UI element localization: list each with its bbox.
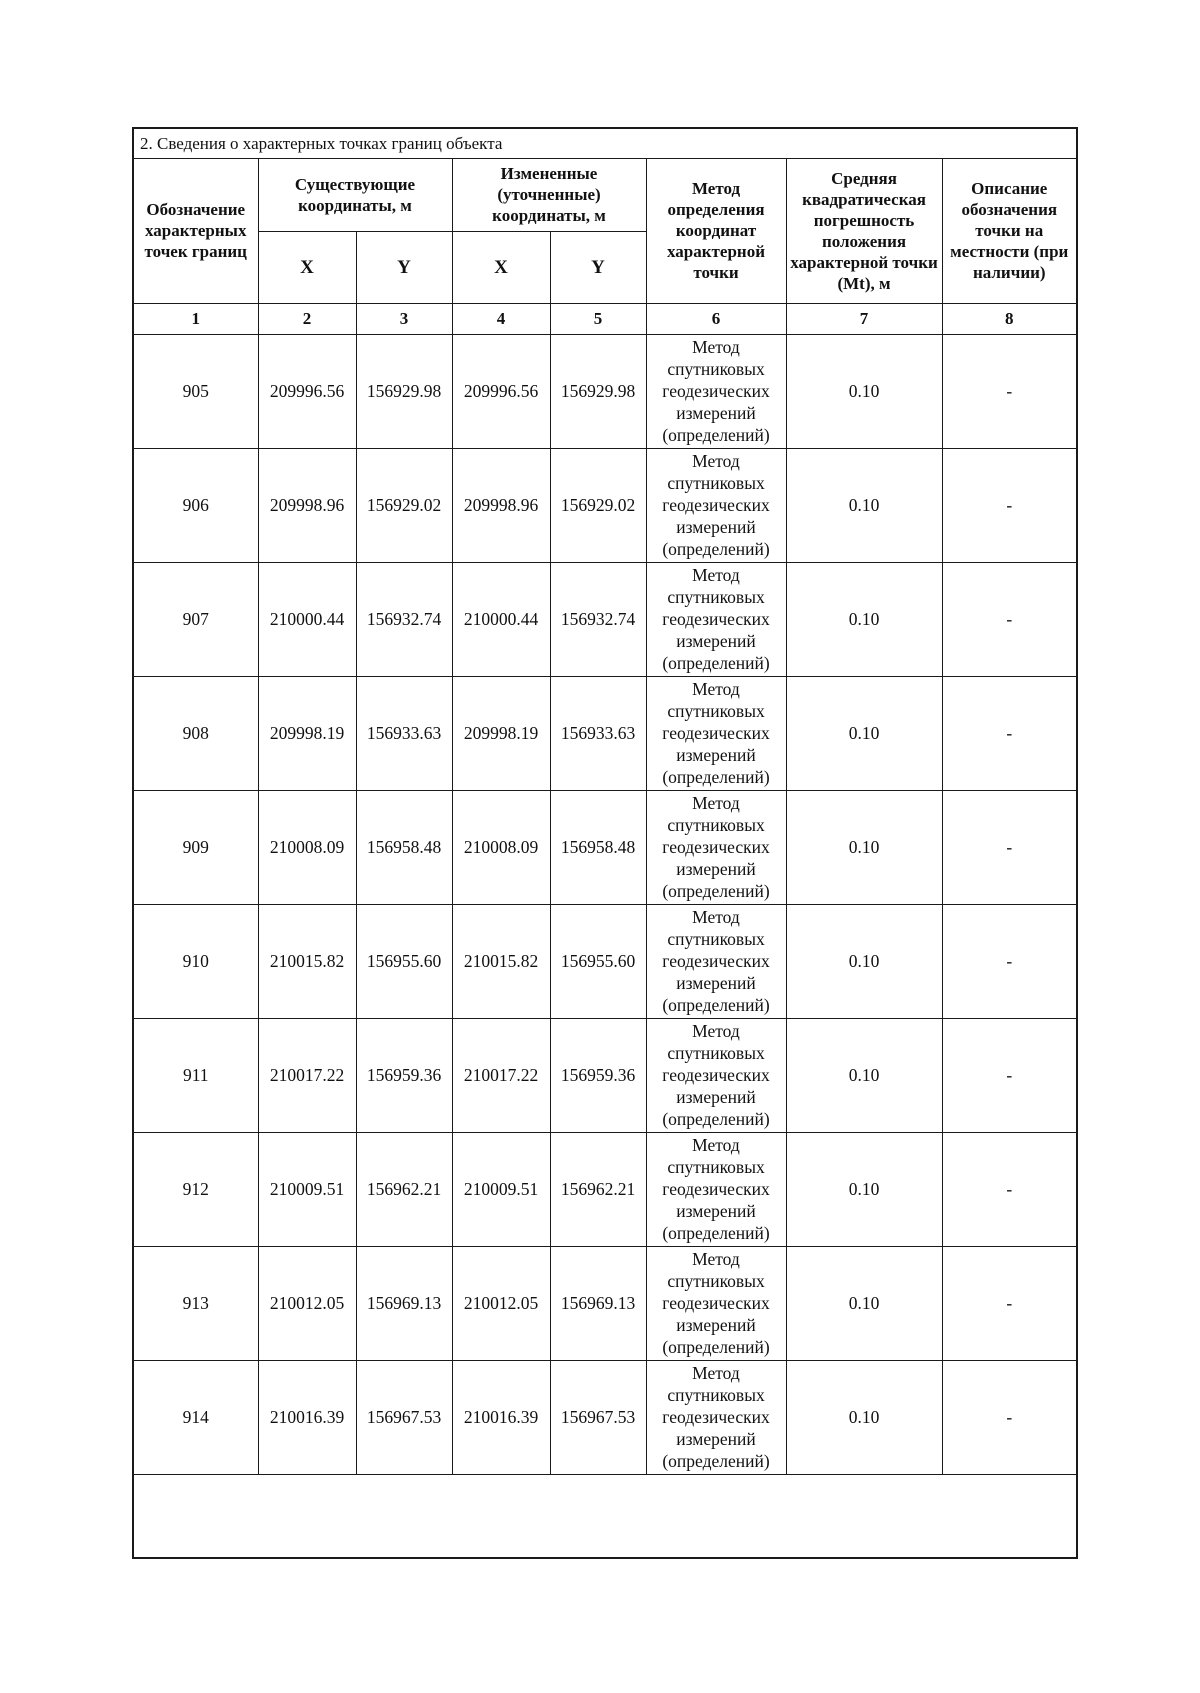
method-line: измерений: [676, 745, 756, 765]
cell-existing-x: 210000.44: [258, 562, 356, 676]
method-line: геодезических: [662, 951, 770, 971]
method-line: геодезических: [662, 837, 770, 857]
header-changed-x: X: [452, 231, 550, 303]
method-line: спутниковых: [667, 473, 765, 493]
cell-mean-square-error: 0.10: [786, 1246, 942, 1360]
column-number: 3: [356, 303, 452, 334]
cell-existing-x: 210008.09: [258, 790, 356, 904]
method-line: Метод: [692, 793, 740, 813]
method-line: измерений: [676, 1087, 756, 1107]
cell-description: -: [942, 904, 1076, 1018]
cell-mean-square-error: 0.10: [786, 1132, 942, 1246]
cell-existing-x: 210009.51: [258, 1132, 356, 1246]
table-row: [134, 904, 1076, 1018]
cell-method: [646, 790, 786, 904]
method-line: спутниковых: [667, 359, 765, 379]
method-line: (определений): [662, 1109, 770, 1129]
cell-existing-y: 156959.36: [356, 1018, 452, 1132]
method-line: (определений): [662, 881, 770, 901]
method-line: Метод: [692, 679, 740, 699]
header-method: Метод определения координат характерной точки: [646, 159, 786, 303]
cell-description: -: [942, 1132, 1076, 1246]
method-line: спутниковых: [667, 701, 765, 721]
cell-method: [646, 1360, 786, 1474]
method-line: геодезических: [662, 1407, 770, 1427]
cell-changed-y: 156958.48: [550, 790, 646, 904]
method-line: Метод: [692, 1021, 740, 1041]
cell-changed-y: 156967.53: [550, 1360, 646, 1474]
cell-point-number: 908: [134, 676, 258, 790]
method-line: спутниковых: [667, 1385, 765, 1405]
cell-mean-square-error: 0.10: [786, 334, 942, 448]
method-line: спутниковых: [667, 587, 765, 607]
cell-existing-x: 210016.39: [258, 1360, 356, 1474]
method-line: (определений): [662, 1223, 770, 1243]
method-line: измерений: [676, 631, 756, 651]
cell-changed-y: 156933.63: [550, 676, 646, 790]
section-title: 2. Сведения о характерных точках границ объекта: [134, 129, 1076, 159]
cell-mean-square-error: 0.10: [786, 904, 942, 1018]
header-changed-y: Y: [550, 231, 646, 303]
method-line: Метод: [692, 1135, 740, 1155]
cell-mean-square-error: 0.10: [786, 448, 942, 562]
table-row: [134, 448, 1076, 562]
method-line: спутниковых: [667, 1043, 765, 1063]
method-line: (определений): [662, 767, 770, 787]
method-line: геодезических: [662, 723, 770, 743]
cell-changed-y: 156962.21: [550, 1132, 646, 1246]
cell-existing-x: 210015.82: [258, 904, 356, 1018]
method-line: Метод: [692, 907, 740, 927]
cell-method: [646, 904, 786, 1018]
cell-mean-square-error: 0.10: [786, 1018, 942, 1132]
method-line: измерений: [676, 403, 756, 423]
cell-point-number: 914: [134, 1360, 258, 1474]
method-line: измерений: [676, 859, 756, 879]
cell-changed-x: 209996.56: [452, 334, 550, 448]
cell-point-number: 911: [134, 1018, 258, 1132]
boundary-points-table: [134, 159, 1076, 1533]
column-number: 7: [786, 303, 942, 334]
column-number: 1: [134, 303, 258, 334]
table-row: [134, 790, 1076, 904]
method-line: Метод: [692, 451, 740, 471]
cell-mean-square-error: 0.10: [786, 1360, 942, 1474]
method-line: измерений: [676, 1201, 756, 1221]
header-existing-x: X: [258, 231, 356, 303]
cell-changed-y: 156929.02: [550, 448, 646, 562]
method-line: (определений): [662, 539, 770, 559]
column-number: 5: [550, 303, 646, 334]
cell-existing-y: 156967.53: [356, 1360, 452, 1474]
method-line: Метод: [692, 1249, 740, 1269]
cell-existing-y: 156929.02: [356, 448, 452, 562]
cell-changed-y: 156955.60: [550, 904, 646, 1018]
cell-point-number: 905: [134, 334, 258, 448]
table-row: [134, 1360, 1076, 1474]
cell-changed-x: 210012.05: [452, 1246, 550, 1360]
cell-method: [646, 562, 786, 676]
column-number: 8: [942, 303, 1076, 334]
method-line: геодезических: [662, 1179, 770, 1199]
cell-point-number: 906: [134, 448, 258, 562]
header-existing-y: Y: [356, 231, 452, 303]
table-row: [134, 562, 1076, 676]
method-line: спутниковых: [667, 1271, 765, 1291]
document-frame: [132, 127, 1078, 1559]
method-line: (определений): [662, 1451, 770, 1471]
cell-method: [646, 448, 786, 562]
cell-existing-y: 156933.63: [356, 676, 452, 790]
header-mean-square-error: Средняя квадратическая погрешность положения характерной точки (Mt), м: [786, 159, 942, 303]
column-number: 2: [258, 303, 356, 334]
cell-existing-y: 156929.98: [356, 334, 452, 448]
method-line: (определений): [662, 1337, 770, 1357]
cell-description: -: [942, 1360, 1076, 1474]
header-description: Описание обозначения точки на местности (при наличии): [942, 159, 1076, 303]
cell-existing-x: 209998.19: [258, 676, 356, 790]
cell-changed-x: 210000.44: [452, 562, 550, 676]
cell-point-number: 913: [134, 1246, 258, 1360]
method-line: измерений: [676, 1429, 756, 1449]
method-line: геодезических: [662, 1065, 770, 1085]
cell-point-number: 910: [134, 904, 258, 1018]
cell-description: -: [942, 448, 1076, 562]
cell-changed-x: 209998.19: [452, 676, 550, 790]
method-line: (определений): [662, 425, 770, 445]
cell-method: [646, 334, 786, 448]
method-line: (определений): [662, 653, 770, 673]
cell-changed-y: 156929.98: [550, 334, 646, 448]
cell-changed-x: 210017.22: [452, 1018, 550, 1132]
header-point-designation: Обозначение характерных точек границ: [134, 159, 258, 303]
table-row: [134, 1246, 1076, 1360]
cell-mean-square-error: 0.10: [786, 676, 942, 790]
cell-method: [646, 1132, 786, 1246]
cell-existing-y: 156958.48: [356, 790, 452, 904]
cell-point-number: 912: [134, 1132, 258, 1246]
cell-description: -: [942, 562, 1076, 676]
header-existing-coordinates: Существующие координаты, м: [258, 159, 452, 231]
cell-existing-y: 156962.21: [356, 1132, 452, 1246]
cell-existing-x: 210017.22: [258, 1018, 356, 1132]
cell-existing-x: 209998.96: [258, 448, 356, 562]
method-line: геодезических: [662, 495, 770, 515]
method-line: измерений: [676, 1315, 756, 1335]
cell-existing-x: 210012.05: [258, 1246, 356, 1360]
cell-point-number: 907: [134, 562, 258, 676]
cell-changed-x: 210015.82: [452, 904, 550, 1018]
method-line: геодезических: [662, 381, 770, 401]
method-line: измерений: [676, 973, 756, 993]
table-row: [134, 1018, 1076, 1132]
cell-point-number: 909: [134, 790, 258, 904]
method-line: спутниковых: [667, 815, 765, 835]
cell-mean-square-error: 0.10: [786, 790, 942, 904]
method-line: спутниковых: [667, 929, 765, 949]
cell-changed-x: 210016.39: [452, 1360, 550, 1474]
cell-description: -: [942, 334, 1076, 448]
cell-method: [646, 1246, 786, 1360]
cell-changed-x: 210008.09: [452, 790, 550, 904]
empty-cell: [134, 1474, 1076, 1533]
cell-description: -: [942, 1246, 1076, 1360]
method-line: Метод: [692, 337, 740, 357]
cell-description: -: [942, 676, 1076, 790]
cell-description: -: [942, 1018, 1076, 1132]
cell-existing-y: 156955.60: [356, 904, 452, 1018]
column-number: 4: [452, 303, 550, 334]
column-numbers-row: [134, 303, 1076, 334]
method-line: спутниковых: [667, 1157, 765, 1177]
cell-existing-y: 156932.74: [356, 562, 452, 676]
cell-changed-y: 156932.74: [550, 562, 646, 676]
cell-mean-square-error: 0.10: [786, 562, 942, 676]
empty-row: [134, 1474, 1076, 1533]
cell-changed-y: 156969.13: [550, 1246, 646, 1360]
cell-existing-x: 209996.56: [258, 334, 356, 448]
table-row: [134, 1132, 1076, 1246]
column-number: 6: [646, 303, 786, 334]
cell-changed-x: 209998.96: [452, 448, 550, 562]
cell-changed-x: 210009.51: [452, 1132, 550, 1246]
method-line: Метод: [692, 1363, 740, 1383]
cell-existing-y: 156969.13: [356, 1246, 452, 1360]
method-line: геодезических: [662, 609, 770, 629]
cell-changed-y: 156959.36: [550, 1018, 646, 1132]
method-line: измерений: [676, 517, 756, 537]
method-line: геодезических: [662, 1293, 770, 1313]
table-row: [134, 676, 1076, 790]
cell-method: [646, 1018, 786, 1132]
header-changed-coordinates: Измененные (уточненные) координаты, м: [452, 159, 646, 231]
method-line: Метод: [692, 565, 740, 585]
table-row: [134, 334, 1076, 448]
cell-description: -: [942, 790, 1076, 904]
method-line: (определений): [662, 995, 770, 1015]
cell-method: [646, 676, 786, 790]
